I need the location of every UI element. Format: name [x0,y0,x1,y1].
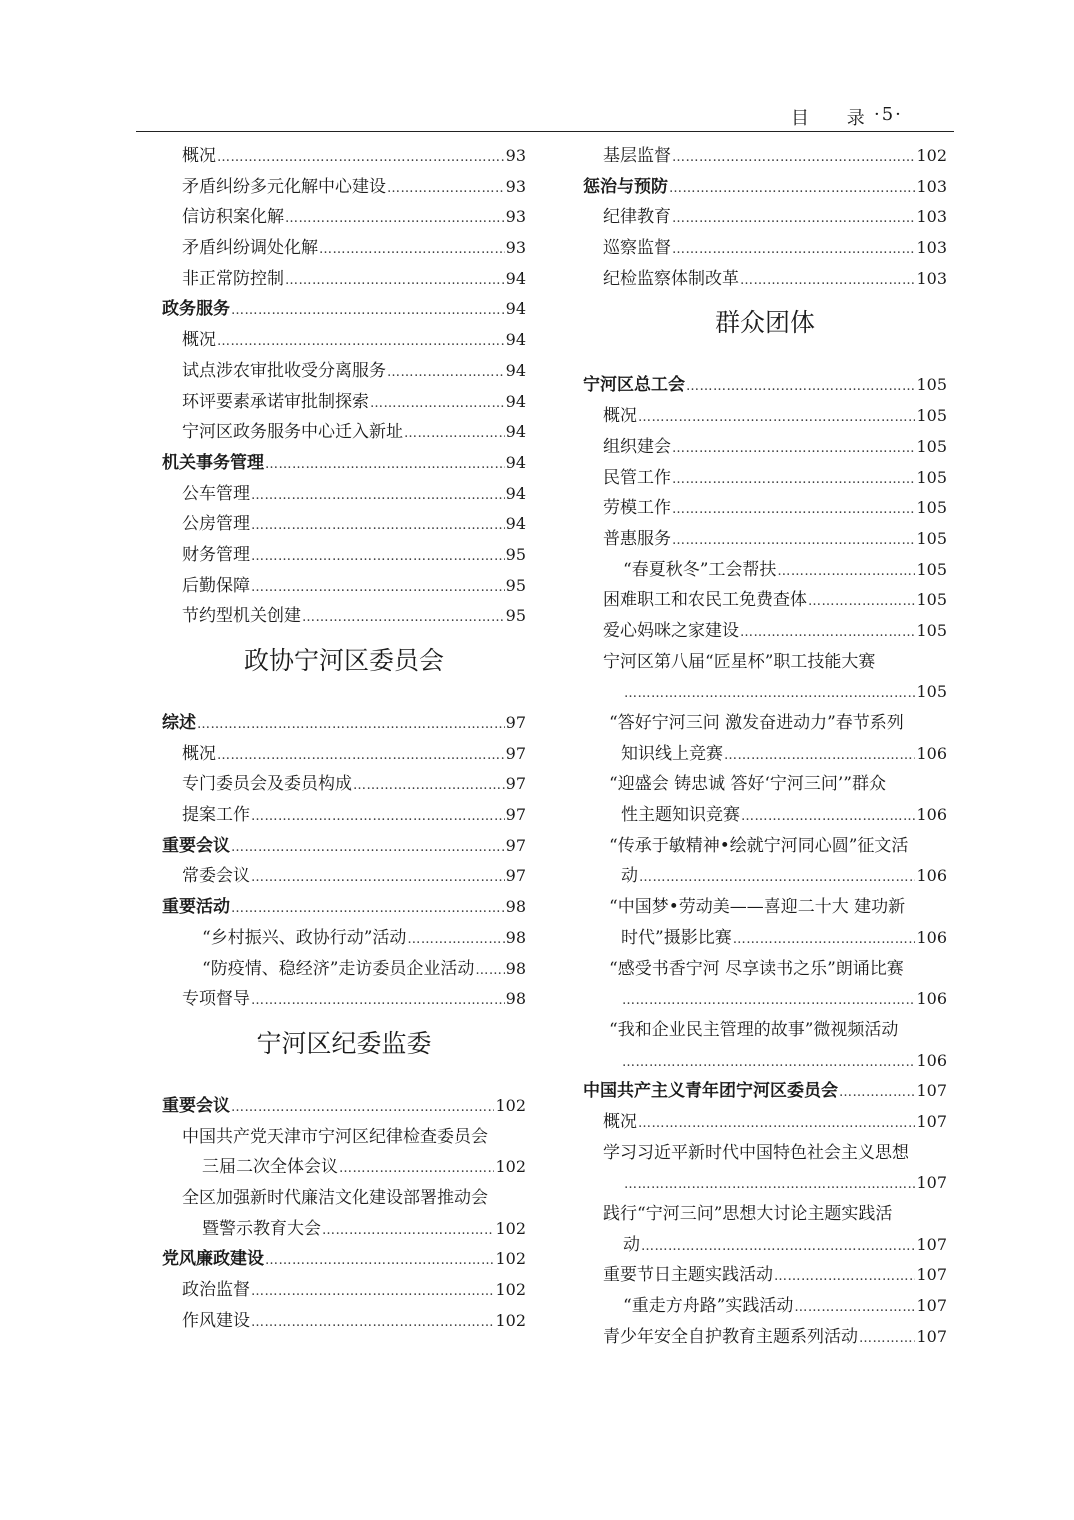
toc-page-number: 105 [916,436,947,456]
header-title: 目 录 [791,108,881,129]
toc-group [162,708,526,1015]
page-number: ·5· [874,104,903,125]
toc-page-number: 107 [916,1265,947,1285]
toc-entry-title: 环评要素承诺审批制探索 [182,391,369,412]
toc-entry-title: 概况 [182,330,216,351]
toc-entry-title: 爱心妈咪之家建设 [603,620,739,641]
leader-dots [672,495,915,526]
leader-dots [231,296,505,327]
leader-dots [231,1093,494,1124]
leader-dots [353,771,505,802]
leader-dots [217,327,505,358]
toc-page-number: 106 [916,1050,947,1070]
toc-entry [583,585,947,616]
toc-entry-title: 概况 [603,406,637,427]
toc-entry-title: 矛盾纠纷多元化解中心建设 [182,176,386,197]
toc-entry-title: 机关事务管理 [162,452,264,473]
toc-entry [583,555,947,586]
leader-dots [319,235,505,266]
toc-page-number: 94 [505,514,526,534]
toc-page-number: 97 [505,713,526,732]
toc-page-number: 103 [916,268,947,288]
toc-page-number: 103 [916,176,947,196]
toc-entry-title: 概况 [182,743,216,764]
toc-page-number: 102 [495,1218,526,1238]
leader-dots [639,863,915,894]
section-title: 宁河区纪委监委 [256,1028,432,1058]
leader-dots [777,557,915,588]
toc-page-number: 106 [916,866,947,886]
leader-dots [231,894,505,925]
toc-page-number: 94 [505,452,526,472]
toc-page-number: 93 [505,176,526,196]
toc-entry-title: 普惠服务 [603,528,671,549]
toc-entry-title-cont: 三届二次全体会议 [202,1157,338,1178]
toc-page-number: 106 [916,805,947,825]
leader-dots [475,956,504,987]
toc-entry [162,800,526,831]
toc-entry-title: 青少年安全自护教育主题系列活动 [603,1326,858,1347]
toc-page-number: 95 [505,544,526,564]
toc-entry [162,172,526,203]
toc-entry [583,1168,947,1199]
toc-page-number: 93 [505,146,526,165]
toc-page-number: 97 [505,743,526,763]
toc-page-number: 103 [916,207,947,227]
toc-page-number: 94 [505,360,526,380]
toc-entry [583,677,947,708]
leader-dots [672,143,915,174]
toc-entry [583,1230,947,1261]
toc-group [162,1091,526,1122]
toc-page-number: 98 [505,958,526,978]
toc-entry [583,432,947,463]
toc-entry [583,493,947,524]
toc-page-number: 97 [505,866,526,886]
toc-wrapped-entry [583,647,947,708]
toc-entry-title: “重走方舟路”实践活动 [623,1296,794,1317]
toc-heading [583,370,947,401]
toc-entry-title: 宁河区政务服务中心迁入新址 [182,422,403,443]
toc-entry-title: 作风建设 [182,1310,250,1331]
leader-dots [302,603,505,634]
toc-entry-title: 综述 [162,713,196,733]
toc-page-number: 102 [495,1249,526,1269]
toc-wrapped-entry [583,954,947,1015]
toc-entry-title-cont: 时代”摄影比赛 [621,927,732,948]
leader-dots [794,1293,915,1324]
toc-page-number: 105 [916,682,947,702]
toc-heading [583,1076,947,1107]
toc-entry [583,141,947,172]
toc-entry-title: 全区加强新时代廉洁文化建设部署推动会 [182,1187,488,1208]
toc-entry-title: “传承于敏精神•绘就宁河同心圆”征文活 [609,835,909,856]
toc-page-number: 106 [916,927,947,947]
toc-entry-title: 纪检监察体制改革 [603,268,739,289]
toc-entry [162,923,526,954]
section-title: 政协宁河区委员会 [243,646,444,675]
toc-entry-title: 基层监督 [603,146,671,166]
leader-dots [251,802,505,833]
toc-entry-title: 学习习近平新时代中国特色社会主义思想 [603,1142,909,1163]
leader-dots [231,833,505,864]
toc-page-number: 94 [505,299,526,319]
leader-dots [265,450,505,481]
toc-page-number: 105 [916,559,947,579]
leader-dots [839,1078,915,1109]
toc-page-number: 106 [916,743,947,763]
toc-page-number: 107 [916,1234,947,1254]
toc-entry-title: 劳模工作 [603,498,671,519]
toc-entry [583,1322,947,1353]
toc-heading [162,448,526,479]
leader-dots [285,266,505,297]
toc-page-number: 95 [505,606,526,626]
toc-entry-title: “乡村振兴、政协行动”活动 [202,927,407,948]
leader-dots [251,863,505,894]
toc-page-number: 105 [916,406,947,426]
toc-page-number: 106 [916,989,947,1009]
toc-entry [162,479,526,510]
toc-page-number: 102 [495,1280,526,1299]
leader-dots [387,358,505,389]
toc-heading [583,172,947,203]
leader-dots [251,1277,494,1308]
leader-dots [217,741,505,772]
toc-wrapped-entry [583,708,947,769]
toc-entry-title-cont: 暨警示教育大会 [202,1218,321,1239]
toc-page-number: 97 [505,774,526,794]
toc-entry-title: 提案工作 [182,805,250,826]
toc-page-number: 98 [505,989,526,1009]
leader-dots [686,372,915,403]
toc-entry-title: 困难职工和农民工免费查体 [603,590,807,611]
toc-entry-title: 重要会议 [162,1095,230,1116]
toc-page-number: 94 [505,330,526,350]
toc-page-number: 102 [495,1157,526,1177]
toc-page-number: 105 [916,375,947,395]
toc-entry-title: “感受书香宁河 尽享读书之乐”朗诵比赛 [609,958,904,979]
leader-dots [407,925,504,956]
toc-entry [162,861,526,892]
toc-entry [162,739,526,770]
toc-heading [162,294,526,325]
leader-dots [741,802,915,833]
leader-dots [740,618,915,649]
leader-dots [197,710,505,741]
toc-page-number: 105 [916,498,947,518]
toc-page-number: 98 [505,897,526,917]
toc-page-number: 102 [495,1310,526,1330]
leader-dots [251,1308,494,1339]
toc-entry [583,800,947,831]
toc-entry-title: 民管工作 [603,467,671,488]
header-rule [136,131,954,132]
toc-entry [162,202,526,233]
leader-dots [733,925,916,956]
toc-entry-title: 公车管理 [182,483,250,504]
toc-entry [583,923,947,954]
toc-entry-title: 巡察监督 [603,238,671,259]
toc-entry-title: 政治监督 [182,1280,250,1300]
toc-entry-title: 宁河区第八届“匠星杯”职工技能大赛 [603,651,876,672]
toc-entry [162,571,526,602]
toc-entry [583,463,947,494]
toc-entry-title: 中国共产主义青年团宁河区委员会 [583,1081,838,1102]
toc-entry-title: 节约型机关创建 [182,606,301,627]
leader-dots [774,1262,915,1293]
toc-entry [583,524,947,555]
toc-entry-title: 纪律教育 [603,207,671,228]
toc-wrapped-entry [583,1015,947,1076]
leader-dots [641,1232,915,1263]
leader-dots [404,419,505,450]
toc-page-number: 94 [505,268,526,288]
toc-page-number: 105 [916,620,947,640]
leader-dots [724,741,915,772]
toc-entry-title: 信访积案化解 [182,207,284,228]
leader-dots [669,174,915,205]
toc-page-number: 102 [495,1095,526,1115]
leader-dots [387,174,505,205]
toc-entry-title: “春夏秋冬”工会帮扶 [623,559,777,580]
toc-group [583,370,947,646]
toc-entry [583,1107,947,1138]
toc-entry-title: 试点涉农审批收受分离服务 [182,360,386,381]
toc-entry [162,954,526,985]
toc-entry-title: “答好宁河三问 激发奋进动力”春节系列 [609,713,904,733]
toc-heading [162,708,526,739]
toc-entry-title: 矛盾纠纷调处化解 [182,238,318,259]
toc-entry [583,739,947,770]
toc-entry-title: “我和企业民主管理的故事”微视频活动 [609,1019,899,1040]
leader-dots [624,1170,915,1201]
toc-page-number: 105 [916,467,947,487]
toc-entry [162,1152,526,1183]
toc-entry [162,1214,526,1245]
leader-dots [251,986,505,1017]
toc-entry-title: 重要活动 [162,897,230,918]
toc-group [162,1244,526,1336]
toc-entry [583,1260,947,1291]
toc-entry-title: 重要节日主题实践活动 [603,1265,773,1286]
toc-entry [162,417,526,448]
toc-left-column [162,141,526,1336]
toc-entry [583,1291,947,1322]
toc-entry [162,984,526,1015]
leader-dots [740,266,915,297]
leader-dots [638,403,915,434]
toc-entry [162,769,526,800]
leader-dots [622,1048,915,1079]
leader-dots [322,1216,494,1247]
leader-dots [285,204,505,235]
leader-dots [251,542,505,573]
toc-entry-title: 概况 [603,1111,637,1132]
leader-dots [672,204,915,235]
toc-entry-title-cont: 性主题知识竞赛 [621,805,740,826]
toc-entry-title: 专门委员会及委员构成 [182,774,352,795]
toc-entry [162,540,526,571]
leader-dots [672,434,915,465]
toc-page-number: 97 [505,835,526,855]
leader-dots [251,573,505,604]
toc-page-number: 105 [916,590,947,610]
leader-dots [638,1109,915,1140]
toc-entry-title: 常委会议 [182,866,250,887]
toc-page-number: 97 [505,805,526,825]
toc-entry [162,233,526,264]
leader-dots [217,143,505,174]
leader-dots [859,1324,915,1355]
toc-page-number: 94 [505,391,526,411]
toc-entry-title: “防疫情、稳经济”走访委员企业活动 [202,958,475,979]
toc-group [162,141,526,632]
toc-entry-title: 政务服务 [162,299,230,320]
toc-entry [162,601,526,632]
leader-dots [339,1154,494,1185]
leader-dots [370,389,505,420]
toc-page-number: 107 [916,1173,947,1193]
toc-entry [162,325,526,356]
toc-entry-title: 践行“宁河三问”思想大讨论主题实践活 [603,1204,893,1224]
toc-entry-title: 后勤保障 [182,575,250,596]
section-title: 群众团体 [714,308,815,338]
toc-page-number: 103 [916,238,947,258]
toc-page-number: 93 [505,207,526,227]
toc-page-number: 94 [505,422,526,442]
toc-page-number: 107 [916,1111,947,1131]
toc-page-number: 98 [505,927,526,947]
toc-entry-title: 公房管理 [182,514,250,535]
toc-entry [583,861,947,892]
toc-entry-title: “中国梦•劳动美——喜迎二十大 建功新 [609,897,906,918]
toc-entry [162,387,526,418]
toc-entry-title: 非正常防控制 [182,268,284,289]
toc-entry-title: “迎盛会 铸忠诚 答好‘宁河三问’”群众 [609,774,886,795]
toc-entry [583,202,947,233]
toc-group [583,1076,947,1137]
toc-entry-title: 组织建会 [603,436,671,457]
toc-entry [162,509,526,540]
toc-entry-title-cont: 动 [623,1234,640,1255]
toc-wrapped-entry [162,1122,526,1183]
toc-heading [162,892,526,923]
leader-dots [672,465,915,496]
toc-entry [583,616,947,647]
toc-entry-title: 惩治与预防 [583,176,668,197]
toc-page-number: 107 [916,1326,947,1346]
leader-dots [624,679,915,710]
toc-entry-title: 党风廉政建设 [162,1249,264,1270]
leader-dots [251,481,505,512]
toc-entry [162,1306,526,1337]
toc-page-number: 93 [505,238,526,258]
toc-right-column [583,141,947,1352]
toc-wrapped-entry [583,831,947,892]
leader-dots [672,235,915,266]
toc-page-number: 95 [505,575,526,595]
toc-entry [162,141,526,172]
toc-wrapped-entry [583,892,947,953]
toc-wrapped-entry [583,1138,947,1199]
toc-entry [583,401,947,432]
toc-page-number: 107 [916,1081,947,1101]
toc-heading [162,1244,526,1275]
toc-wrapped-entry [583,769,947,830]
toc-entry-title: 概况 [182,146,216,166]
leader-dots [622,986,915,1017]
toc-group [583,141,947,294]
leader-dots [265,1246,494,1277]
toc-entry [583,1046,947,1077]
toc-page-number: 107 [916,1296,947,1316]
toc-page-number: 105 [916,528,947,548]
toc-entry [583,233,947,264]
toc-entry-title: 中国共产党天津市宁河区纪律检查委员会 [182,1126,488,1147]
toc-entry [162,1275,526,1306]
toc-entry-title: 重要会议 [162,835,230,856]
toc-entry-title-cont: 知识线上竞赛 [621,743,723,764]
toc-wrapped-entry [583,1199,947,1260]
toc-heading [162,831,526,862]
page-header [0,100,1074,130]
leader-dots [672,526,915,557]
leader-dots [808,587,915,618]
toc-entry-title: 宁河区总工会 [583,375,685,396]
toc-entry [583,264,947,295]
toc-entry [162,264,526,295]
toc-entry-title: 专项督导 [182,989,250,1010]
toc-entry-title-cont: 动 [621,866,638,887]
leader-dots [251,511,505,542]
toc-page-number: 94 [505,483,526,503]
toc-entry [583,984,947,1015]
toc-group [583,1260,947,1352]
toc-page-number: 102 [916,146,947,165]
toc-entry [162,356,526,387]
toc-entry-title: 财务管理 [182,544,250,565]
toc-heading [162,1091,526,1122]
toc-wrapped-entry [162,1183,526,1244]
